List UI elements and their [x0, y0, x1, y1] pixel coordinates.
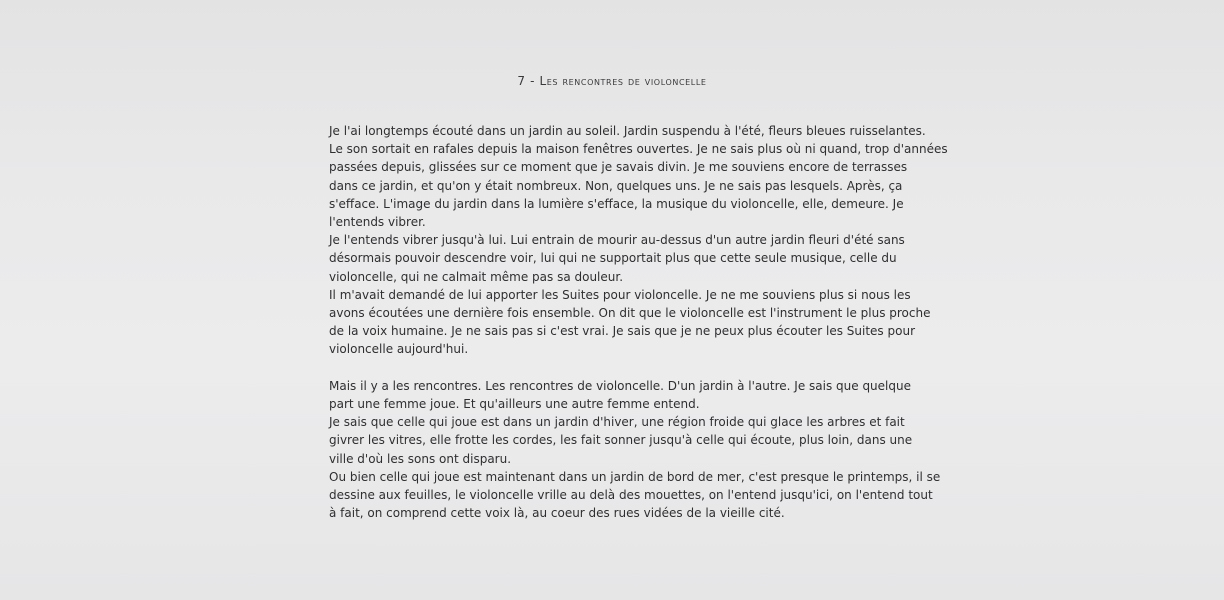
- chapter-title: [0, 74, 1224, 88]
- text-line: Mais il y a les rencontres. Les rencontres de violoncelle. D'un jardin à l'autre. Je sais que quelque: [329, 378, 911, 393]
- text-line: ville d'où les sons ont disparu.: [329, 451, 512, 466]
- text-line: dessine aux feuilles, le violoncelle vrille au delà des mouettes, on l'entend jusqu'ici, on l'entend tout: [329, 488, 933, 503]
- chapter-title-text: Les rencontres de violoncelle: [539, 74, 707, 88]
- body-text: [329, 122, 948, 522]
- text-line: dans ce jardin, et qu'on y était nombreux. Non, quelques uns. Je ne sais pas lesquels. Après, ça: [329, 178, 903, 193]
- text-line: Ou bien celle qui joue est maintenant dans un jardin de bord de mer, c'est presque le printemps, il se: [329, 469, 941, 484]
- text-line: à fait, on comprend cette voix là, au coeur des rues vidées de la vieille cité.: [329, 506, 785, 521]
- text-line: Je l'entends vibrer jusqu'à lui. Lui entrain de mourir au-dessus d'un autre jardin fleuri d'été sans: [329, 233, 905, 248]
- text-line: avons écoutées une dernière fois ensemble. On dit que le violoncelle est l'instrument le plus proche: [329, 306, 931, 321]
- text-line: passées depuis, glissées sur ce moment que je savais divin. Je me souviens encore de terrasses: [329, 160, 908, 175]
- text-line: Je l'ai longtemps écouté dans un jardin au soleil. Jardin suspendu à l'été, fleurs bleues ruisselantes.: [329, 124, 926, 138]
- text-line: s'efface. L'image du jardin dans la lumière s'efface, la musique du violoncelle, elle, demeure. Je: [329, 196, 904, 211]
- text-line: givrer les vitres, elle frotte les cordes, les fait sonner jusqu'à celle qui écoute, plus loin, dans une: [329, 433, 913, 448]
- chapter-number: 7: [517, 74, 526, 88]
- text-line: part une femme joue. Et qu'ailleurs une autre femme entend.: [329, 397, 700, 412]
- text-line: désormais pouvoir descendre voir, lui qui ne supportait plus que cette seule musique, celle du: [329, 251, 897, 266]
- text-line: violoncelle aujourd'hui.: [329, 342, 469, 357]
- text-line: Le son sortait en rafales depuis la maison fenêtres ouvertes. Je ne sais plus où ni quand, trop d'années: [329, 142, 948, 157]
- chapter-separator: -: [530, 74, 536, 88]
- paragraph-gap: [329, 359, 882, 377]
- text-line: l'entends vibrer.: [329, 215, 426, 230]
- text-line: Je sais que celle qui joue est dans un jardin d'hiver, une région froide qui glace les arbres et fait: [329, 415, 905, 430]
- text-line: Il m'avait demandé de lui apporter les Suites pour violoncelle. Je ne me souviens plus si nous les: [329, 287, 911, 302]
- text-line: de la voix humaine. Je ne sais pas si c'est vrai. Je sais que je ne peux plus écouter les Suites pour: [329, 324, 915, 339]
- text-line: violoncelle, qui ne calmait même pas sa douleur.: [329, 269, 624, 284]
